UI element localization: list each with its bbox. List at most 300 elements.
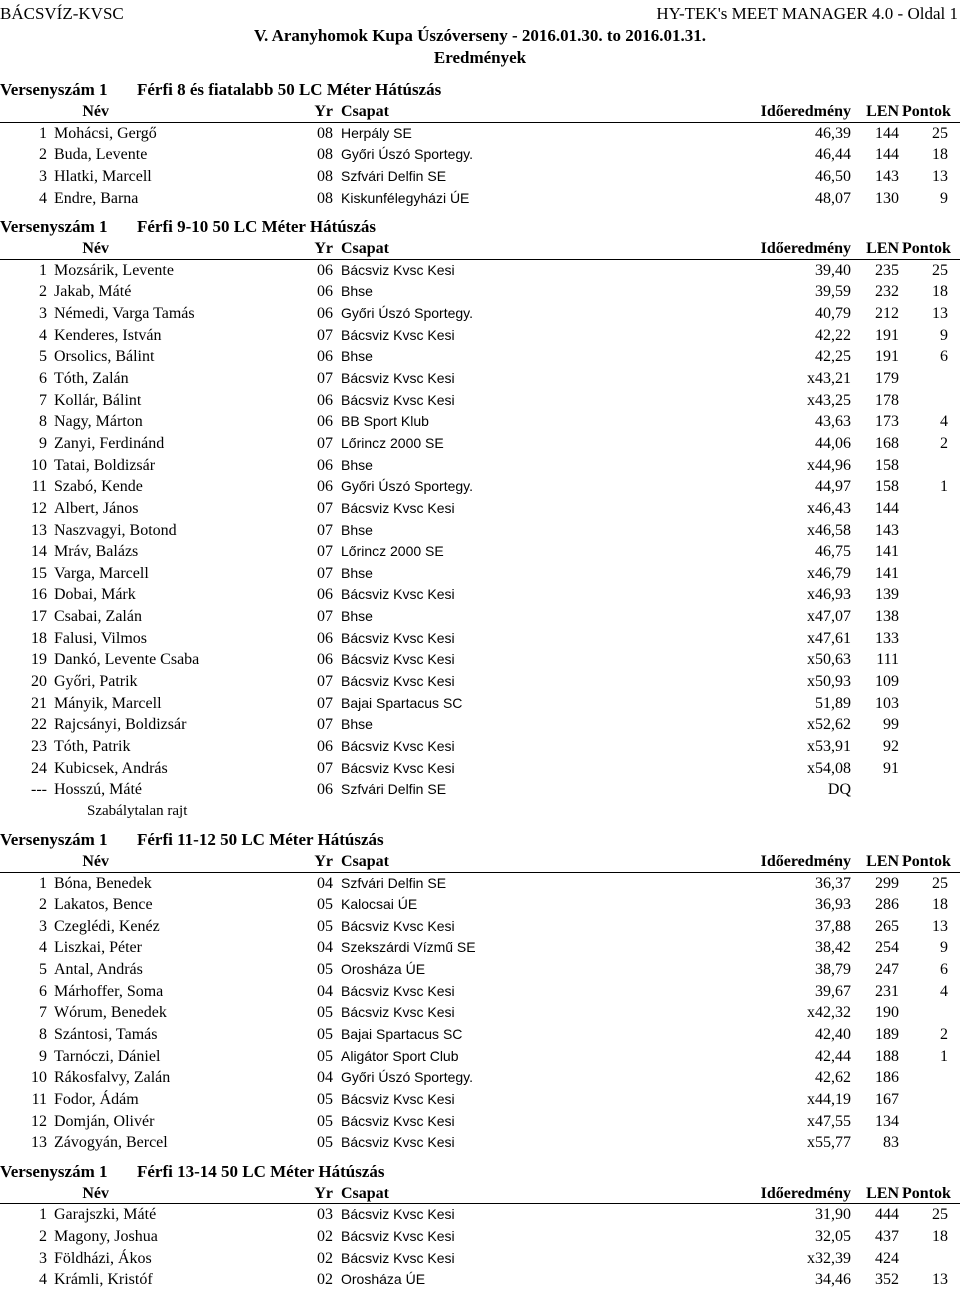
result-row (0, 1248, 960, 1270)
column-header-name: Név (82, 852, 109, 870)
result-place: 24 (31, 759, 47, 777)
result-row (0, 959, 960, 981)
result-time: x46,79 (807, 564, 851, 582)
event-name: Férfi 9-10 50 LC Méter Hátúszás (137, 217, 377, 237)
result-pts: 25 (932, 874, 948, 892)
result-row (0, 714, 960, 736)
result-name: Naszvagyi, Botond (54, 521, 177, 539)
result-team: Győri Úszó Sportegy. (341, 1069, 474, 1086)
result-pts: 9 (940, 939, 948, 957)
result-time: 38,79 (815, 961, 851, 979)
result-len: 168 (875, 434, 899, 452)
result-name: Wórum, Benedek (54, 1004, 167, 1022)
result-yr: 05 (317, 1134, 333, 1152)
result-time: x50,63 (807, 651, 851, 669)
result-name: Albert, János (54, 499, 139, 517)
event-number: Versenyszám 1 (0, 80, 108, 99)
event-title (0, 1160, 960, 1183)
result-len: 103 (875, 694, 899, 712)
result-pts: 18 (932, 283, 948, 301)
result-len: 191 (875, 326, 899, 344)
result-team: Orosháza ÚE (341, 961, 426, 978)
result-time: 46,44 (815, 146, 851, 164)
result-pts: 6 (940, 961, 948, 979)
event-number: Versenyszám 1 (0, 829, 108, 849)
result-row (0, 1089, 960, 1111)
result-team: Bácsviz Kvsc Kesi (341, 586, 455, 603)
result-len: 424 (875, 1249, 899, 1267)
result-len: 167 (875, 1090, 899, 1108)
result-team: Orosháza ÚE (341, 1271, 426, 1288)
result-row (0, 303, 960, 325)
result-place: 10 (31, 456, 47, 474)
result-pts: 9 (940, 326, 948, 344)
result-time: 39,40 (815, 261, 851, 279)
result-team: Bácsviz Kvsc Kesi (341, 499, 455, 516)
result-len: 158 (875, 456, 899, 474)
result-name: Czeglédi, Kenéz (54, 917, 160, 935)
result-time: x46,93 (807, 586, 851, 604)
result-place: 7 (39, 1004, 47, 1022)
result-pts: 4 (940, 982, 948, 1000)
result-yr: 05 (317, 896, 333, 914)
result-pts: 13 (932, 917, 948, 935)
result-time: 32,05 (815, 1228, 851, 1246)
results-subtitle: Eredmények (433, 48, 527, 67)
result-place: 3 (39, 167, 47, 185)
result-name: Nagy, Márton (54, 413, 143, 431)
result-name: Krámli, Kristóf (54, 1271, 153, 1289)
result-row (0, 541, 960, 563)
result-time: 46,39 (815, 124, 851, 142)
result-team: Szekszárdi Vízmű SE (341, 939, 476, 956)
result-row (0, 166, 960, 188)
result-len: 178 (875, 391, 899, 409)
result-place: 1 (39, 124, 47, 142)
result-time: x50,93 (807, 673, 851, 691)
result-name: Jakab, Máté (54, 283, 132, 301)
result-name: Kollár, Bálint (54, 391, 142, 409)
result-len: 138 (875, 608, 899, 626)
result-time: x47,07 (807, 608, 851, 626)
result-row (0, 671, 960, 693)
result-time: x32,39 (807, 1249, 851, 1267)
result-yr: 07 (317, 434, 333, 452)
result-time: 42,22 (815, 326, 851, 344)
result-time: 42,62 (815, 1069, 851, 1087)
result-team: Bajai Spartacus SC (341, 1025, 463, 1042)
result-yr: 06 (317, 629, 333, 647)
events-list (0, 78, 960, 1291)
result-team: Szfvári Delfin SE (341, 781, 447, 798)
result-pts: 13 (932, 167, 948, 185)
result-name: Dobai, Márk (54, 586, 136, 604)
result-yr: 07 (317, 716, 333, 734)
result-name: Mráv, Balázs (54, 543, 139, 561)
result-time: x46,58 (807, 521, 851, 539)
column-header-pts: Pontok (902, 103, 951, 120)
result-row (0, 433, 960, 455)
meet-title: V. Aranyhomok Kupa Úszóverseny - 2016.01.30. to 2016.01.31. (253, 26, 707, 45)
result-yr: 06 (317, 456, 333, 474)
result-place: 2 (39, 1228, 47, 1246)
result-name: Zanyi, Ferdinánd (54, 434, 165, 452)
result-team: Bácsviz Kvsc Kesi (341, 370, 455, 387)
result-team: Kalocsai ÚE (341, 896, 418, 913)
result-team: Bácsviz Kvsc Kesi (341, 1206, 455, 1223)
result-time: 36,93 (815, 896, 851, 914)
result-name: Orsolics, Bálint (54, 348, 155, 366)
event-title (0, 215, 960, 238)
result-time: 42,40 (815, 1025, 851, 1043)
result-row (0, 1024, 960, 1046)
result-place: 13 (31, 1134, 47, 1152)
result-yr: 05 (317, 1025, 333, 1043)
result-pts: 18 (932, 896, 948, 914)
column-header-team: Csapat (341, 103, 390, 120)
result-place: 11 (31, 1090, 47, 1108)
result-yr: 02 (317, 1228, 333, 1246)
result-pts: 25 (932, 1206, 948, 1224)
result-len: 179 (875, 370, 899, 388)
result-pts: 13 (932, 1271, 948, 1289)
result-row (0, 123, 960, 145)
result-yr: 08 (317, 124, 333, 142)
result-name: Domján, Olivér (54, 1112, 155, 1130)
result-name: Némedi, Varga Tamás (54, 305, 195, 323)
result-pts: 18 (932, 146, 948, 164)
event-section (0, 828, 960, 1160)
result-row (0, 628, 960, 650)
result-yr: 06 (317, 413, 333, 431)
result-place: 3 (39, 305, 47, 323)
result-time: 39,67 (815, 982, 851, 1000)
result-len: 265 (875, 917, 899, 935)
result-row (0, 1269, 960, 1291)
result-row (0, 1204, 960, 1226)
result-time: x44,19 (807, 1090, 851, 1108)
result-len: 299 (875, 874, 899, 892)
result-team: Bácsviz Kvsc Kesi (341, 391, 455, 408)
result-len: 143 (875, 521, 899, 539)
column-header-len: LEN (866, 1184, 899, 1202)
result-yr: 08 (317, 189, 333, 207)
event-name: Férfi 13-14 50 LC Méter Hátúszás (137, 1161, 385, 1181)
column-header-yr: Yr (314, 1184, 333, 1202)
result-row (0, 520, 960, 542)
column-header-pts: Pontok (902, 240, 951, 258)
result-row (0, 188, 960, 210)
result-row (0, 981, 960, 1003)
event-section (0, 1160, 960, 1291)
result-name: Magony, Joshua (54, 1228, 158, 1246)
result-yr: 07 (317, 673, 333, 691)
column-header-len: LEN (866, 240, 899, 258)
result-yr: 06 (317, 478, 333, 496)
column-header-name: Név (82, 1184, 109, 1202)
result-time: 44,06 (815, 434, 851, 452)
result-len: 144 (875, 499, 899, 517)
result-row (0, 584, 960, 606)
result-name: Márhoffer, Soma (54, 982, 164, 1000)
column-header-yr: Yr (314, 240, 333, 258)
result-row (0, 281, 960, 303)
result-time: x55,77 (807, 1134, 851, 1152)
result-pts: 6 (940, 348, 948, 366)
result-yr: 07 (317, 564, 333, 582)
result-team: Győri Úszó Sportegy. (341, 478, 474, 495)
result-name: Mozsárik, Levente (54, 261, 174, 279)
result-name: Rajcsányi, Boldizsár (54, 716, 187, 734)
result-yr: 05 (317, 1004, 333, 1022)
result-place: 10 (31, 1069, 47, 1087)
result-pts: 25 (932, 261, 948, 279)
result-name: Bóna, Benedek (54, 874, 152, 892)
result-pts: 9 (940, 189, 948, 207)
column-header-len: LEN (866, 103, 899, 120)
result-name: Liszkai, Péter (54, 939, 142, 957)
header-team-name: BÁCSVÍZ-KVSC (0, 4, 124, 23)
result-team: Bácsviz Kvsc Kesi (341, 326, 455, 343)
result-team: Bajai Spartacus SC (341, 694, 463, 711)
result-len: 235 (875, 261, 899, 279)
result-yr: 06 (317, 305, 333, 323)
column-header-len: LEN (866, 852, 899, 870)
result-name: Földházi, Ákos (54, 1249, 152, 1267)
result-row (0, 1111, 960, 1133)
result-place: 3 (39, 917, 47, 935)
result-team: Bácsviz Kvsc Kesi (341, 982, 455, 999)
result-yr: 03 (317, 1206, 333, 1224)
result-place: 17 (31, 608, 47, 626)
result-row (0, 693, 960, 715)
result-len: 144 (875, 146, 899, 164)
result-yr: 07 (317, 499, 333, 517)
result-yr: 05 (317, 961, 333, 979)
result-row (0, 498, 960, 520)
result-row (0, 606, 960, 628)
result-time: 42,25 (815, 348, 851, 366)
result-place: 12 (31, 1112, 47, 1130)
result-team: Győri Úszó Sportegy. (341, 305, 474, 322)
result-pts: 2 (940, 434, 948, 452)
result-time: x46,43 (807, 499, 851, 517)
result-place: 20 (31, 673, 47, 691)
result-row (0, 736, 960, 758)
result-team: Aligátor Sport Club (341, 1047, 459, 1064)
result-team: Lőrincz 2000 SE (341, 434, 444, 451)
result-name: Dankó, Levente Csaba (54, 651, 200, 669)
result-team: Bhse (341, 716, 373, 733)
result-yr: 05 (317, 1047, 333, 1065)
result-place: 19 (31, 651, 47, 669)
result-yr: 06 (317, 348, 333, 366)
event-section (0, 78, 960, 215)
result-name: Tóth, Zalán (54, 370, 129, 388)
result-row (0, 368, 960, 390)
result-row (0, 455, 960, 477)
result-place: 6 (39, 982, 47, 1000)
result-len: 92 (883, 737, 899, 755)
result-len: 188 (875, 1047, 899, 1065)
result-place: 3 (39, 1249, 47, 1267)
result-name: Tatai, Boldizsár (54, 456, 156, 474)
result-place: 21 (31, 694, 47, 712)
result-team: Bhse (341, 283, 373, 300)
result-name: Závogyán, Bercel (54, 1134, 168, 1152)
result-yr: 07 (317, 326, 333, 344)
result-len: 91 (883, 759, 899, 777)
result-place: 16 (31, 586, 47, 604)
result-len: 437 (875, 1228, 899, 1246)
result-name: Szántosi, Tamás (54, 1025, 158, 1043)
result-yr: 07 (317, 694, 333, 712)
result-team: Bácsviz Kvsc Kesi (341, 651, 455, 668)
result-row (0, 1132, 960, 1154)
result-len: 212 (875, 305, 899, 323)
disqualification-reason: Szabálytalan rajt (87, 802, 188, 819)
column-header-pts: Pontok (902, 852, 951, 870)
result-time: 46,50 (815, 167, 851, 185)
result-team: Bácsviz Kvsc Kesi (341, 917, 455, 934)
result-len: 111 (876, 651, 899, 669)
result-time: 38,42 (815, 939, 851, 957)
result-row (0, 916, 960, 938)
result-time: 36,37 (815, 874, 851, 892)
result-place: 4 (39, 189, 47, 207)
result-team: Bácsviz Kvsc Kesi (341, 737, 455, 754)
result-name: Garajszki, Máté (54, 1206, 157, 1224)
result-len: 186 (875, 1069, 899, 1087)
result-name: Szabó, Kende (54, 478, 143, 496)
result-yr: 06 (317, 391, 333, 409)
result-time: 31,90 (815, 1206, 851, 1224)
result-name: Tóth, Patrik (54, 737, 131, 755)
result-name: Kubicsek, András (54, 759, 168, 777)
column-header-yr: Yr (314, 852, 333, 870)
result-name: Endre, Barna (54, 189, 139, 207)
result-team: Lőrincz 2000 SE (341, 543, 444, 560)
result-row (0, 260, 960, 282)
result-len: 247 (875, 961, 899, 979)
result-time: 39,59 (815, 283, 851, 301)
result-row (0, 563, 960, 585)
result-time: x44,96 (807, 456, 851, 474)
result-yr: 04 (317, 982, 333, 1000)
result-pts: 1 (940, 478, 948, 496)
result-name: Hlatki, Marcell (54, 167, 152, 185)
result-time: x53,91 (807, 737, 851, 755)
result-place: 1 (39, 261, 47, 279)
result-len: 189 (875, 1025, 899, 1043)
result-len: 139 (875, 586, 899, 604)
result-len: 173 (875, 413, 899, 431)
result-team: Bácsviz Kvsc Kesi (341, 1249, 455, 1266)
result-time: 51,89 (815, 694, 851, 712)
result-len: 134 (875, 1112, 899, 1130)
result-team: Bhse (341, 521, 373, 538)
column-header-time: Időeredmény (760, 103, 851, 120)
result-name: Győri, Patrik (54, 673, 138, 691)
result-len: 109 (875, 673, 899, 691)
result-team: BB Sport Klub (341, 413, 429, 430)
result-name: Mányik, Marcell (54, 694, 162, 712)
result-place: 15 (31, 564, 47, 582)
result-time: x43,21 (807, 370, 851, 388)
result-time: 43,63 (815, 413, 851, 431)
result-name: Lakatos, Bence (54, 896, 153, 914)
result-pts: 25 (932, 124, 948, 142)
result-row (0, 937, 960, 959)
result-len: 143 (875, 167, 899, 185)
result-len: 232 (875, 283, 899, 301)
result-place: 8 (39, 413, 47, 431)
event-section (0, 215, 960, 828)
column-header-team: Csapat (341, 1184, 390, 1202)
result-time: x47,61 (807, 629, 851, 647)
column-header (0, 1183, 960, 1205)
result-len: 144 (875, 124, 899, 142)
result-team: Bácsviz Kvsc Kesi (341, 759, 455, 776)
result-row (0, 390, 960, 412)
column-header-pts: Pontok (902, 1184, 951, 1202)
result-name: Fodor, Ádám (54, 1090, 139, 1108)
result-yr: 06 (317, 781, 333, 799)
result-name: Hosszú, Máté (54, 781, 142, 799)
result-yr: 04 (317, 874, 333, 892)
event-title (0, 78, 960, 101)
result-row (0, 325, 960, 347)
result-name: Varga, Marcell (54, 564, 149, 582)
result-team: Bhse (341, 564, 373, 581)
result-time: x42,32 (807, 1004, 851, 1022)
result-team: Bácsviz Kvsc Kesi (341, 1004, 455, 1021)
result-team: Szfvári Delfin SE (341, 167, 447, 184)
result-team: Kiskunfélegyházi ÚE (341, 189, 470, 206)
column-header (0, 238, 960, 260)
result-name: Kenderes, István (54, 326, 162, 344)
result-len: 141 (875, 564, 899, 582)
result-row (0, 758, 960, 780)
result-yr: 08 (317, 167, 333, 185)
result-row (0, 779, 960, 801)
column-header-name: Név (82, 240, 109, 258)
header-software: HY-TEK's MEET MANAGER 4.0 - Oldal 1 (656, 4, 958, 23)
result-place: 1 (39, 1206, 47, 1224)
result-team: Bácsviz Kvsc Kesi (341, 673, 455, 690)
result-yr: 07 (317, 759, 333, 777)
result-len: 444 (875, 1206, 899, 1224)
column-header-team: Csapat (341, 240, 390, 258)
result-len: 254 (875, 939, 899, 957)
result-place: 2 (39, 896, 47, 914)
result-row (0, 1226, 960, 1248)
result-team: Győri Úszó Sportegy. (341, 146, 474, 163)
result-place: 7 (39, 391, 47, 409)
column-header-time: Időeredmény (760, 1184, 851, 1202)
result-place: 11 (31, 478, 47, 496)
result-team: Bácsviz Kvsc Kesi (341, 1134, 455, 1151)
result-time: 34,46 (815, 1271, 851, 1289)
result-place: 4 (39, 326, 47, 344)
result-place: 9 (39, 1047, 47, 1065)
result-time: 46,75 (815, 543, 851, 561)
result-yr: 02 (317, 1271, 333, 1289)
event-name: Férfi 11-12 50 LC Méter Hátúszás (137, 829, 384, 849)
result-name: Tarnóczi, Dániel (54, 1047, 161, 1065)
result-pts: 13 (932, 305, 948, 323)
result-row (0, 411, 960, 433)
